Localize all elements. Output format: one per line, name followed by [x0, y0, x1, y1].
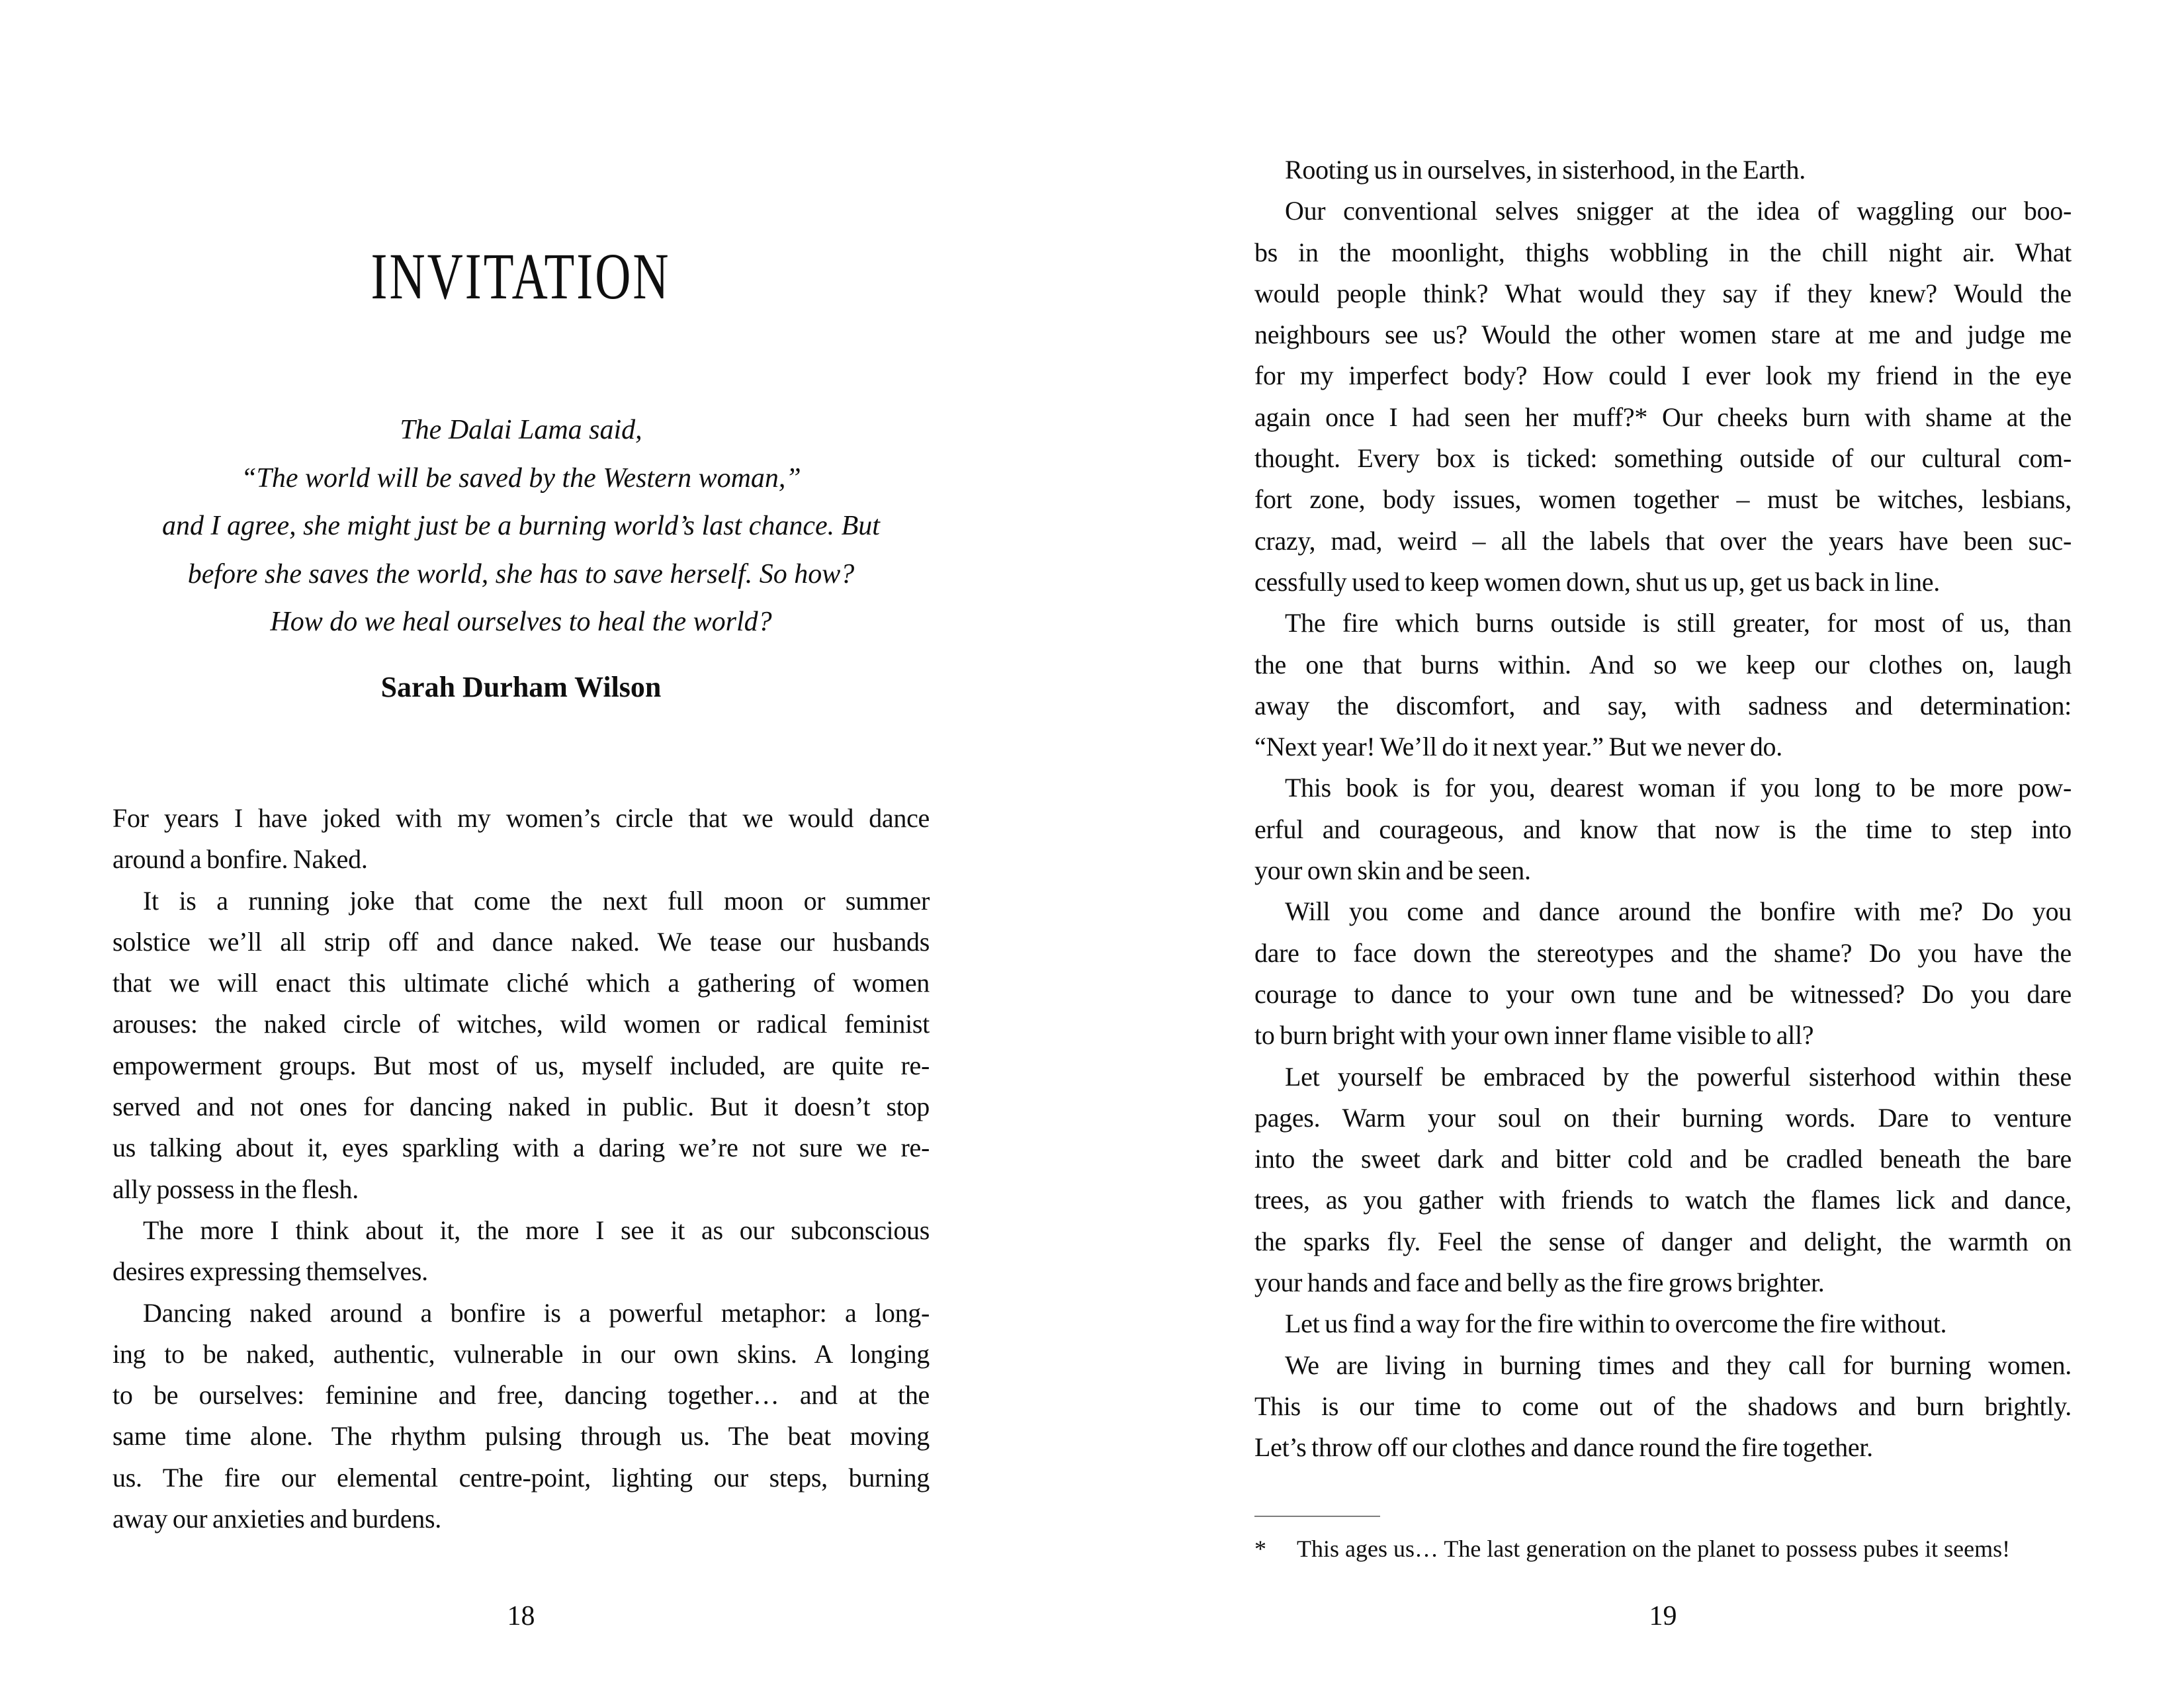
- body-line: Will you come and dance around the bonfire with me? Do you: [1285, 896, 2072, 927]
- body-line: thought. Every box is ticked: something outside of our cultural com-: [1254, 443, 2072, 474]
- page-number-left: 18: [507, 1601, 535, 1631]
- page-number-right: 19: [1649, 1601, 1677, 1631]
- epigraph-line: How do we heal ourselves to heal the world?: [270, 607, 772, 637]
- footnote-rule: [1254, 1516, 1380, 1517]
- body-line: This book is for you, dearest woman if you long to be more pow-: [1285, 773, 2072, 803]
- epigraph-line: The Dalai Lama said,: [400, 415, 642, 445]
- body-line: to be ourselves: feminine and free, dancing together… and at the: [112, 1380, 930, 1410]
- footnote: [1254, 1532, 2072, 1565]
- body-line: ing to be naked, authentic, vulnerable in our own skins. A longing: [112, 1338, 930, 1369]
- body-line: again once I had seen her muff?* Our cheeks burn with shame at the: [1254, 402, 2072, 432]
- body-line: The more I think about it, the more I see it as our subconscious: [143, 1215, 930, 1245]
- body-line: away our anxieties and burdens.: [112, 1504, 441, 1534]
- body-line: Our conventional selves snigger at the idea of waggling our boo-: [1285, 196, 2072, 226]
- body-line: courage to dance to your own tune and be witnessed? Do you dare: [1254, 978, 2072, 1009]
- body-line: same time alone. The rhythm pulsing through us. The beat moving: [112, 1421, 930, 1451]
- left-page-body: [112, 798, 930, 1539]
- body-line: away the discomfort, and say, with sadness and determination:: [1254, 690, 2072, 720]
- body-line: fort zone, body issues, women together – must be witches, lesbians,: [1254, 484, 2072, 515]
- body-line: The fire which burns outside is still greater, for most of us, than: [1285, 608, 2072, 638]
- body-line: erful and courageous, and know that now is the time to step into: [1254, 814, 2072, 844]
- right-page-body: [1254, 150, 2072, 1469]
- chapter-title: [112, 239, 930, 313]
- author-attribution: Sarah Durham Wilson: [380, 671, 662, 703]
- body-line: would people think? What would they say if they knew? Would the: [1254, 278, 2072, 308]
- body-line: dare to face down the stereotypes and the shame? Do you have the: [1254, 937, 2072, 968]
- body-line: trees, as you gather with friends to watch the flames lick and dance,: [1254, 1185, 2072, 1215]
- body-line: served and not ones for dancing naked in public. But it doesn’t stop: [112, 1092, 930, 1122]
- body-line: us. The fire our elemental centre-point, lighting our steps, burning: [112, 1462, 930, 1492]
- body-line: pages. Warm your soul on their burning words. Dare to venture: [1254, 1102, 2072, 1133]
- body-line: us talking about it, eyes sparkling with a daring we’re not sure we re-: [112, 1133, 930, 1163]
- body-line: to burn bright with your own inner flame visible to all?: [1254, 1020, 1814, 1051]
- right-page: [1254, 0, 2072, 1687]
- body-line: into the sweet dark and bitter cold and be cradled beneath the bare: [1254, 1144, 2072, 1174]
- epigraph-line: and I agree, she might just be a burning world’s last chance. But: [162, 511, 880, 541]
- body-line: your hands and face and belly as the fire grows brighter.: [1254, 1268, 1825, 1298]
- body-line: for my imperfect body? How could I ever look my friend in the eye: [1254, 361, 2072, 391]
- body-line: arouses: the naked circle of witches, wild women or radical feminist: [112, 1009, 930, 1039]
- body-line: This is our time to come out of the shadows and burn brightly.: [1254, 1391, 2072, 1421]
- body-line: that we will enact this ultimate cliché which a gathering of women: [112, 968, 930, 998]
- chapter-title-text: INVITATION: [371, 239, 672, 313]
- epigraph-line: “The world will be saved by the Western woman,”: [241, 462, 801, 494]
- body-line: your own skin and be seen.: [1254, 855, 1531, 886]
- body-line: Dancing naked around a bonfire is a powerful metaphor: a long-: [143, 1297, 930, 1328]
- body-line: “Next year! We’ll do it next year.” But we never do.: [1254, 732, 1782, 762]
- body-line: Let’s throw off our clothes and dance round the fire together.: [1254, 1432, 1873, 1463]
- body-line: We are living in burning times and they call for burning women.: [1285, 1350, 2072, 1380]
- footnote-text: This ages us… The last generation on the planet to possess pubes it seems!: [1297, 1536, 2011, 1562]
- body-line: bs in the moonlight, thighs wobbling in the chill night air. What: [1254, 237, 2072, 267]
- body-line: For years I have joked with my women’s circle that we would dance: [112, 803, 930, 833]
- body-line: crazy, mad, weird – all the labels that over the years have been suc-: [1254, 525, 2072, 556]
- body-line: the one that burns within. And so we keep our clothes on, laugh: [1254, 649, 2072, 679]
- footnote-marker: *: [1254, 1536, 1266, 1562]
- epigraph: [112, 406, 930, 646]
- body-line: the sparks fly. Feel the sense of danger and delight, the warmth on: [1254, 1226, 2072, 1256]
- body-line: Let yourself be embraced by the powerful sisterhood within these: [1285, 1061, 2072, 1092]
- epigraph-line: before she saves the world, she has to save herself. So how?: [187, 558, 855, 589]
- body-line: around a bonfire. Naked.: [112, 844, 368, 875]
- body-line: desires expressing themselves.: [112, 1256, 428, 1287]
- body-line: cessfully used to keep women down, shut us up, get us back in line.: [1254, 566, 1940, 597]
- body-line: Rooting us in ourselves, in sisterhood, in the Earth.: [1285, 155, 1806, 185]
- body-line: solstice we’ll all strip off and dance naked. We tease our husbands: [112, 926, 930, 957]
- body-line: empowerment groups. But most of us, myself included, are quite re-: [112, 1050, 930, 1080]
- body-line: Let us find a way for the fire within to overcome the fire without.: [1285, 1309, 1947, 1339]
- body-line: It is a running joke that come the next full moon or summer: [143, 885, 930, 916]
- left-page: [112, 0, 930, 1687]
- body-line: neighbours see us? Would the other women stare at me and judge me: [1254, 320, 2072, 350]
- body-line: ally possess in the flesh.: [112, 1174, 359, 1204]
